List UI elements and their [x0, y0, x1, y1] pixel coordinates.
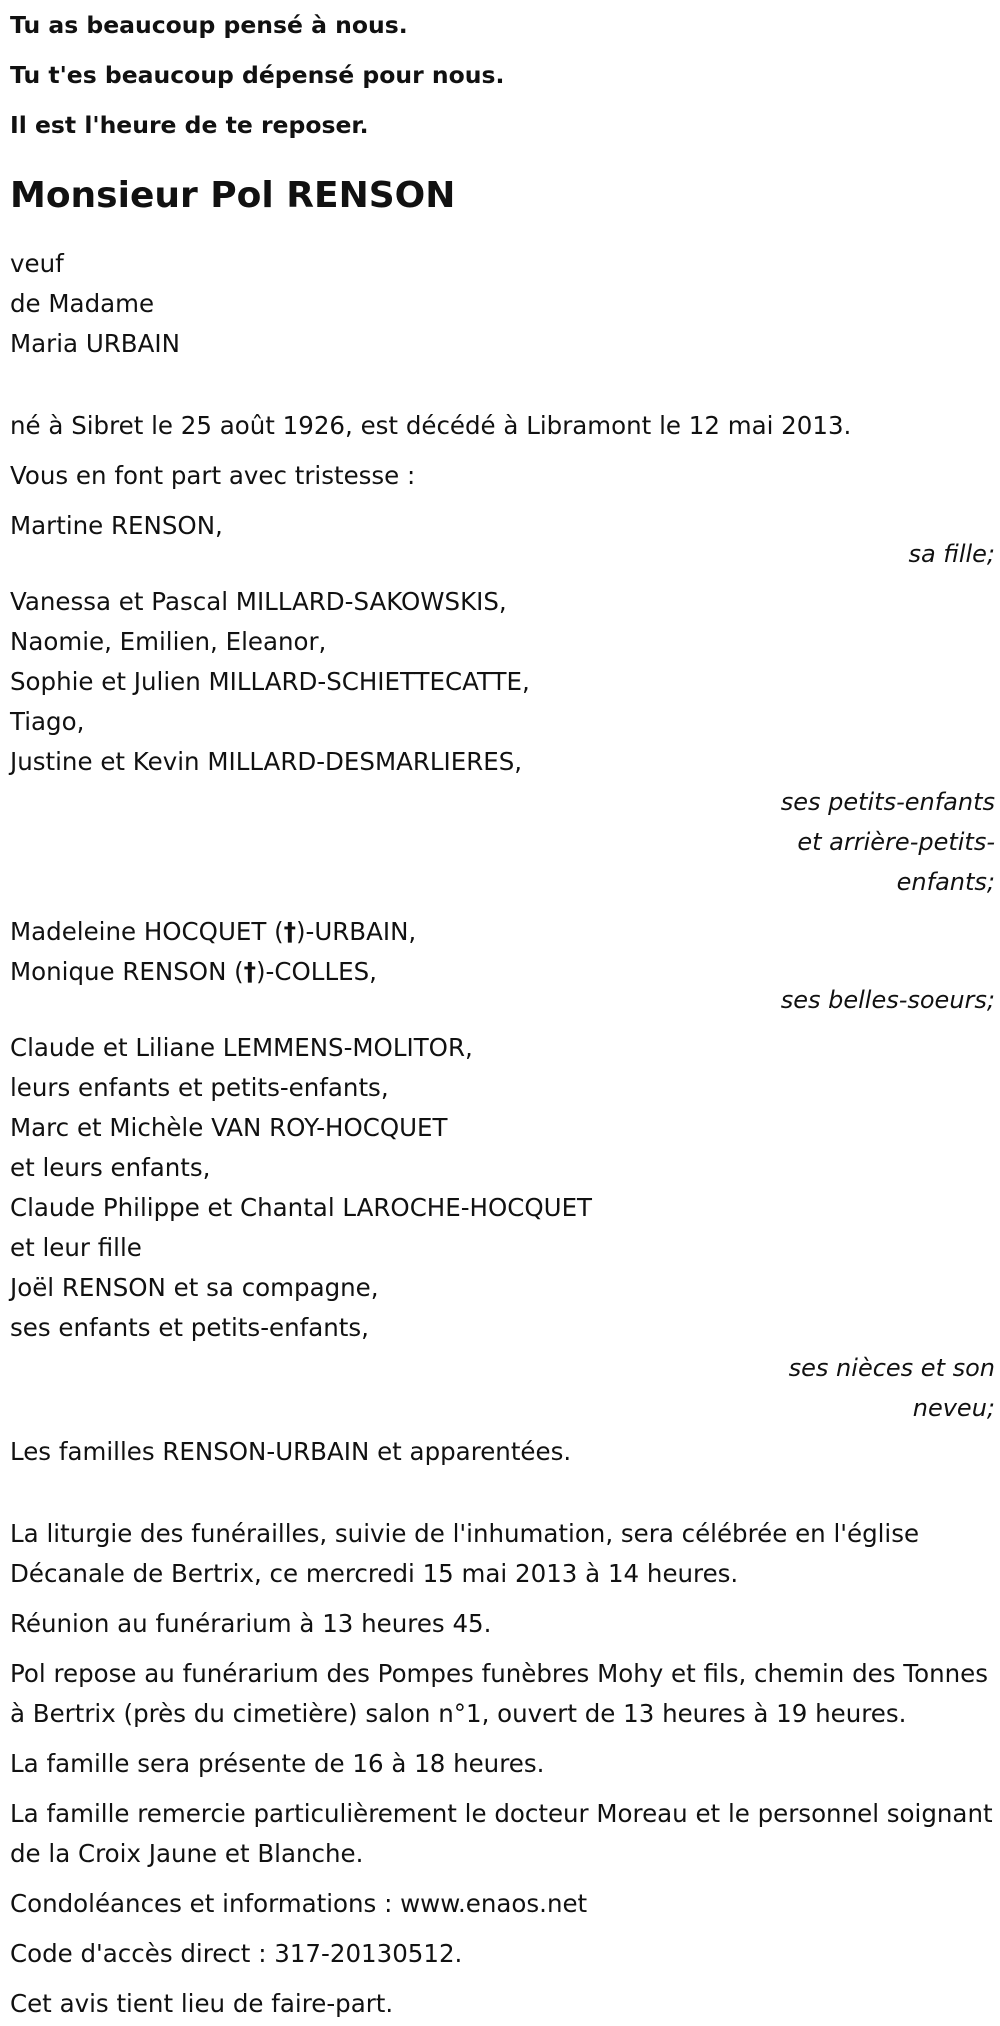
family-member: Tiago, — [10, 707, 85, 736]
family-member: Marc et Michèle VAN ROY-HOCQUET — [10, 1113, 448, 1142]
epitaph-line: Il est l'heure de te reposer. — [10, 111, 369, 139]
spouse-line: Maria URBAIN — [10, 329, 180, 358]
family-member: leurs enfants et petits-enfants, — [10, 1073, 389, 1102]
family-member: Claude et Liliane LEMMENS-MOLITOR, — [10, 1033, 473, 1062]
thanks-info: La famille remercie particulièrement le docteur Moreau et le personnel soignant de la Croix Jaune et Blanche. — [10, 1799, 993, 1868]
cross-icon: † — [283, 917, 296, 946]
epitaph — [10, 0, 995, 150]
spouse-line: de Madame — [10, 289, 155, 318]
family-group-nieces-nephew — [10, 1028, 995, 1428]
family-member: Claude Philippe et Chantal LAROCHE-HOCQUET — [10, 1193, 593, 1222]
access-code-info: Code d'accès direct : 317-20130512. — [10, 1939, 463, 1968]
epitaph-line: Tu as beaucoup pensé à nous. — [10, 11, 408, 39]
family-role: sa fille; — [908, 540, 995, 568]
family-group-grandchildren — [10, 582, 995, 902]
spouse-line: veuf — [10, 249, 64, 278]
family-member: Naomie, Emilien, Eleanor, — [10, 627, 327, 656]
presence-info: La famille sera présente de 16 à 18 heures. — [10, 1749, 545, 1778]
announce-intro: Vous en font part avec tristesse : — [10, 461, 416, 490]
birth-death: né à Sibret le 25 août 1926, est décédé à Libramont le 12 mai 2013. — [10, 411, 852, 440]
family-member: et leurs enfants, — [10, 1153, 211, 1182]
member-name-part: Monique RENSON ( — [10, 957, 244, 986]
liturgy-info: La liturgie des funérailles, suivie de l'inhumation, sera célébrée en l'église Décanale de Bertrix, ce mercredi 15 mai 2013 à 14 heures. — [10, 1519, 920, 1588]
condolences-info: Condoléances et informations : www.enaos.net — [10, 1889, 588, 1918]
family-member: et leur fille — [10, 1233, 142, 1262]
meeting-info: Réunion au funérarium à 13 heures 45. — [10, 1609, 492, 1638]
member-name-part: )-URBAIN, — [295, 917, 417, 946]
member-name-part: Madeleine HOCQUET ( — [10, 917, 284, 946]
member-name-part: )-COLLES, — [256, 957, 377, 986]
family-member: Martine RENSON, — [10, 511, 223, 540]
family-group-daughter — [10, 506, 995, 574]
notice-info: Cet avis tient lieu de faire-part. — [10, 1989, 394, 2018]
family-member: Sophie et Julien MILLARD-SCHIETTECATTE, — [10, 667, 530, 696]
family-member: ses enfants et petits-enfants, — [10, 1313, 369, 1342]
family-member: Vanessa et Pascal MILLARD-SAKOWSKIS, — [10, 587, 507, 616]
deceased-name: Monsieur Pol RENSON — [10, 175, 456, 216]
obituary-page — [10, 0, 995, 2024]
family-member — [10, 912, 995, 952]
family-role: ses petits-enfants et arrière-petits-enfants; — [780, 788, 995, 896]
family-group-sisters-in-law — [10, 912, 995, 1020]
spouse-info — [10, 244, 995, 364]
family-member: Justine et Kevin MILLARD-DESMARLIERES, — [10, 747, 523, 776]
family-member: Joël RENSON et sa compagne, — [10, 1273, 379, 1302]
families-line: Les familles RENSON-URBAIN et apparentées. — [10, 1437, 572, 1466]
cross-icon: † — [243, 957, 256, 986]
family-role: ses nièces et son neveu; — [788, 1354, 995, 1422]
family-role: ses belles-soeurs; — [780, 986, 995, 1014]
epitaph-line: Tu t'es beaucoup dépensé pour nous. — [10, 61, 505, 89]
rest-info: Pol repose au funérarium des Pompes funèbres Mohy et fils, chemin des Tonnes à Bertrix (près du cimetière) salon n°1, ouvert de 13 heures à 19 heures. — [10, 1659, 988, 1728]
